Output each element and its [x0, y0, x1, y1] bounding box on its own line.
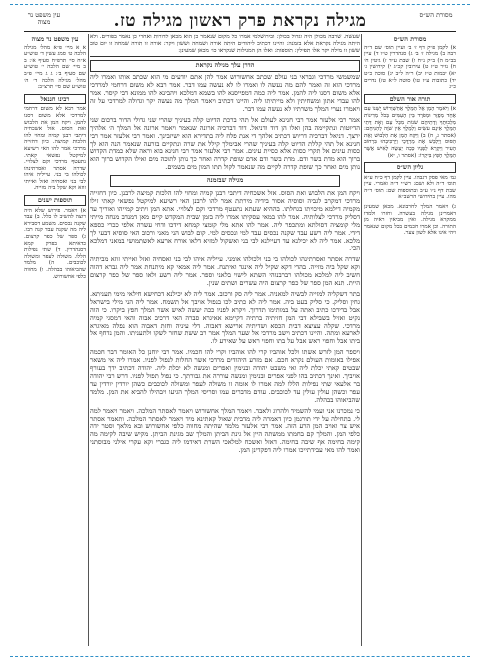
column-divider-right [361, 34, 362, 646]
main-paragraph-2: אמר רבי אלעזר אמר רבי חנינא לעולם אל תהי ברכת הדיוט קלה בעיניך שהרי שני גדולי הדור ברכום שני הדיוטות ונתקיימה בהן ואלו הן דוד ודניאל. דוד דברכיה ארונה שנאמר ויאמר ארונה אל המלך ה׳ אלהיך ירצך. דניאל דברכיה דריוש דכתיב אלהך די אנת פלח ליה בתדירא הוא ישיזבינך. ואמר רבי אלעזר אמר רבי חנינא אל תהי קללת הדיוט קלה בעיניך שהרי אבימלך קילל את שרה ונתקיים בזרעה שנאמר הנה הוא לך כסות עינים אל תקרי כסות אלא כסיית עינים. אמר רבי אלעזר אמר רבי חנינא בוא וראה שלא כמדת הקדוש ברוך הוא מדת בשר ודם. מדת בשר ודם אדם שופת קדרה ואחר כך נותן לתוכה מים ואילו הקדוש ברוך הוא נותן מים ואחר כך שופת קדרה לקיים מה שנאמר לקול תתו המון מים בשמים. [90, 115, 360, 172]
left-column-text-2: אמר רבא לא משום דרחמי למרדכי אלא משום דסנו להמן. ויקח המן את הלבוש ואת הסוס. אזל אשכחיה דיתבי רבנן קמיה ומחוי להו הלכות קמיצה. כיון דחזייה מרדכי אמר להו האי רשיעא למיקטל נפשאי קאתי. נתעטף מרדכי וקם לצלויי. שדרה אסתר ואסרתינהו לכולהו בי בני. עייליה איהו לבי בני ואסחיה ואזל ואייתי זוזא וקא שקל ביה מזייה. [24, 106, 86, 192]
left-column-text-3: א) ויאמר. פירוש שלא היה רוצה להשיב לו כלל. ב) עבד שקנה נכסים. משמע דסבירא ליה מה שקנה עבד קנה רבו. ג) ספר של כפר קרצום. כדאיתא בפרק קמא דסנהדרין. ד) שתי נפילות הללו. משולה לעפר ומשולה לכוכבים. ה) מלמד שהביאוהו בבהלה. ו) מחווה כלפי אחשורוש. [24, 207, 86, 280]
left-column-heading: עין משפט נר מצוה [31, 35, 79, 43]
main-top-commentary: שעשה. שרבה מכולן היה וגדול בכולן: ובירושלמי אמרו כל מקום שנאמר כן הוא מכאן לדורות ואחרי כן נאמר בפורים. ולא היתה מגילה נקראת אלא בזמנה: והיינו דכתיב ליהודים היתה אורה ושמחה וששון ויקר: אורה זו תורה שמחה זו יום טוב ששון זו מילה יקר אלו תפילין: תוספות: ואלו הן המגילות שנקראו כו׳ מכאן שמעינן: [90, 34, 360, 57]
main-text-column [90, 34, 360, 648]
left-column-subheading-2: תוספות ישנים [24, 195, 86, 206]
right-column-text-4: ג) ויאמר המלך לחרבונא. מכאן שמעינן דאמרינן מגילה בעשרה. וחזרו ולמדו ממקרא מגילה. ואין מביאין ראיה מן התורה. וכן אמרו חכמים בכל מקום שנאמר ויהי אינו אלא לשון צער. [364, 204, 456, 237]
right-column-text-3: גמ׳ מאי פסק דגבהו. עיין לקמן דף כ״ח ע״א תוס׳ ד״ה ולא ושם: רש״י ד״ה ואמרי. עיין שבת דף נ״ו ע״ב ובתוספות שם: תוס׳ ד״ה מהו. עיין בחידושי הרשב״א [364, 174, 456, 201]
talmud-page [24, 10, 456, 650]
main-paragraph-6: ויספר המן לזרש אשתו ולכל אוהביו קרי להו אוהביו וקרי להו חכמיו. אמר רבי יוחנן כל האומר דבר חכמה אפילו באומות העולם נקרא חכם. אם מזרע היהודים מרדכי אשר החלות לנפול לפניו. אמרו ליה אי משאר שבטים קאתי יכלת ליה ואי משבט יהודה ובנימין ואפרים ומנשה לא יכלת ליה. יהודה דכתיב ידך בעורף אויביך. ואינך דכתיב בהו לפני אפרים ובנימין ומנשה עוררה את גבורתך. כי נפול תפול לפניו. דרש רבי יהודה בר אלעאי שתי נפילות הללו למה אמרו לו אומה זו משולה לעפר ומשולה לכוכבים כשהן יורדין יורדין עד עפר וכשהן עולין עולין עד לכוכבים. עודם מדברים עמו וסריסי המלך הגיעו ויבהילו להביא את המן. מלמד שהביאוהו בבהלה. [90, 348, 360, 404]
left-column-text-1: א א מיי׳ פ״א מהל׳ מגילה הלכה ט׳ סמג עשין ד׳ טוש״ע א״ח סי׳ תרפ״ח סעיף א׳: ב ב מיי׳ שם הלכה י׳ טוש״ע שם סעיף ב׳: ג ג מיי׳ פ״ב מהל׳ מגילה הלכה ד׳ ה׳ טוש״ע שם סי׳ תרצ״ב: [24, 44, 86, 91]
top-dashed-border [10, 4, 470, 5]
right-column-text-2: א) וַיֹּאמֶר הָמָן אֶל הַמֶּלֶךְ אֲחַשְׁוֵרוֹשׁ יֶשְׁנוֹ עַם אֶחָד מְפֻזָּר וּמְפֹרָד בֵּין הָעַמִּים בְּכֹל מְדִינוֹת מַלְכוּתֶךָ וְדָתֵיהֶם שֹׁנוֹת מִכָּל עָם וְאֶת דָּתֵי הַמֶּלֶךְ אֵינָם עֹשִׂים וְלַמֶּלֶךְ אֵין שֹׁוֶה לְהַנִּיחָם: (אסתר ג, ח) ב) וַיִּקַּח הָמָן אֶת הַלְּבוּשׁ וְאֶת הַסּוּס וַיַּלְבֵּשׁ אֶת מָרְדֳּכָי וַיַּרְכִּיבֵהוּ בִּרְחוֹב הָעִיר וַיִּקְרָא לְפָנָיו כָּכָה יֵעָשֶׂה לָאִישׁ אֲשֶׁר הַמֶּלֶךְ חָפֵץ בִּיקָרוֹ: (אסתר ו, יא) [364, 106, 456, 159]
main-paragraph-3: ויקח המן את הלבוש ואת הסוס. אזל אשכחיה דיתבי רבנן קמיה ומחוי להו הלכות קמיצה לרבנן. כיון דחזייה מרדכי דמקרב לגביה וסוסיה אסור בידיה מירתת אמר להו לרבנן האי רשיעא למיקטל נפשאי קאתי זילו מקמיה דילמא מיכויתו בגחלתו. בההיא שעתא נתעטף מרדכי וקם לצלויי. אתא המן ויתיב קמייהו ואוריך עד דסליק מרדכי לצלותיה. אמר להו במאי עסקיתו אמרו ליה בזמן שבית המקדש קיים מאן דמנדב מנחה מייתי מלי קומציה דסולתא ומתכפר ליה. אמר להו אתא מלי קומצי קמחא דידכו ודחי עשרה אלפי ככרי כספא דידי. אמר ליה רשע עבד שקנה נכסים עבד למי ונכסים למי. קום לבוש הני מאני ורכוב האי סוסיא דבעי לך מלכא. אמר ליה לא יכילנא עד דעיילנא לבי בני ואשקול למזיא דלאו אורח ארעא לאשתמושי במאני דמלכא הכי. [90, 189, 360, 253]
left-margin-column [24, 34, 86, 648]
right-column-heading: מסורת הש״ס [393, 35, 427, 43]
page-number: טז. [113, 11, 137, 31]
bottom-dashed-border [10, 656, 470, 657]
header-rule [24, 31, 456, 32]
column-divider-left [88, 34, 89, 646]
left-corner-label: עין משפט נר מצוה [27, 11, 61, 26]
left-column-subheading: רבינו חננאל [24, 94, 86, 105]
main-paragraph-7: כי נמכרנו אני ועמי להשמיד ולהרוג ולאבד. ויאמר המלך אחשורוש ויאמר לאסתר המלכה. ויאמר ויאמר למה לי. בתחילה על ידי תורגמן כיון דאמרה ליה מדבית שאול קאתינא מיד ויאמר לאסתר המלכה. ותאמר אסתר איש צר ואויב המן הרע הזה. אמר רבי אלעזר מלמד שהיתה מחווה כלפי אחשורוש ובא מלאך וסטר ידה כלפי המן. והמלך קם בחמתו ממשתה היין אל גינת הביתן והמלך שב מגינת הביתן. מקיש שיבה לקימה מה קימה בחימה אף שיבה בחימה. דאזל ואשכח למלאכי השרת דאידמו ליה כגברי וקא עקרי אילני מבוסתני ואמר להו מאי עבידתייכו אמרו ליה דפקדינן המן. [90, 406, 360, 455]
main-paragraph-1: שמשמשי מרדכי וגבראי בני עולם שכתב אחשורוש אמר להן אתם יודעים מי הוא שכתב אותו ואמרו ליה מרדכי הוא זה ואמר להם מה נעשה לו ואמרו לו לא נעשה עמו דבר. אמר רבא לא משום דרחמי למרדכי אלא משום דסנו ליה להמן. אמר ליה כמה דמפייסנא להו בשמא דמלכא ויהבינא להו ממונא דבי קיסר. אמר להו עבדי אתון ומשחיתין ולא מייתיתו ליה. והיינו דכתיב ויאמר המלך מה נעשה יקר וגדולה למרדכי על זה ויאמרו נערי המלך משרתיו לא נעשה עמו דבר. [90, 73, 360, 113]
main-paragraph-5: בתר דשקליה למזייה לבשיה למאניה. אמר ליה סק ורכוב. אמר ליה לא יכילנא דכחישא חילאי מימי תעניתא. גחין וסליק. כי סליק בעט ביה. אמר ליה לא כתיב לכו בנפול אויבך אל תשמח. אמר ליה הני מילי בישראל אבל בדידכו כתיב ואתה על במותימו תדרוך. ויקרא לפניו ככה יעשה לאיש אשר המלך חפץ ביקרו. כי הוה נקיט ואזיל בשבילא דבי המן חזיתיה ברתיה דקיימא אאיגרא סברה האי דרכיב אבוה והאי דמסגי קמיה מרדכי. שקלה עציצא דבית הכסא ושדיתיה ארישא דאבוה. דלי עיניה וחזת דאבוה הוא נפלה מאיגרא לארעא ומתה. והיינו דכתיב וישב מרדכי אל שער המלך אמר רב ששת שחזר לשקו ולתעניתו. והמן נדחף אל ביתו אבל וחפוי ראש אבל על בתו וחפוי ראש על שאירע לו. [90, 289, 360, 346]
chapter-end-box: הדרן עלך מגילה נקראת [90, 60, 360, 72]
right-corner-label: מסורת הש״ס [419, 11, 453, 19]
page-header [24, 10, 456, 32]
right-column-subheading-2: גליון הש״ס [364, 162, 456, 173]
right-column-subheading: תורה אור השלם [364, 94, 456, 105]
main-paragraph-4: שדרה אסתר ואסרתינהו לכולהו בי בני ולכולהו אומני. עייליה איהו לבי בני ואסחיה ואזל ואייתי זוזא מביתיה וקא שקל ביה מזייה. בהדי דקא שקיל ליה אינגד ואיתנח. אמר ליה אמאי קא מיתנחת אמר ליה גברא דהוה חשיב ליה למלכא מכולהו רברבנוהי השתא לישוי בלאני וספר. אמר ליה רשע ולאו ספר של כפר קרצום היית. תנא המן ספר של כפר קרצום היה עשרים ושתים שנין. [90, 255, 360, 288]
right-column-text-1: א) לקמן פ״ק דף ז׳ ב׳ ועיין תוס׳ שם ד״ה רבה ב) מגילה ז׳ ב׳ ג) סנהדרין ט״ו ד) עיין בב״מ ה) ב״ק נ״ח ו) שבת ע״ד ז) גיטין ח׳ ח) נזיר ט״ז ט) עירובין קכ״ג י) קידושין ג׳ יא) יבמות ט״ז יב) ר״ה ל״ב יג) סוכה כ״ט יד) כתובות ע״ז טו) סוטה ל״א טז) נדרים כ״ג [364, 44, 456, 91]
main-inset-heading: מגילה שבזמנה [110, 175, 340, 187]
page-title-text: מגילה נקראת פרק ראשון מגילה [142, 11, 367, 31]
page-title [64, 11, 416, 31]
right-margin-column [364, 34, 456, 648]
